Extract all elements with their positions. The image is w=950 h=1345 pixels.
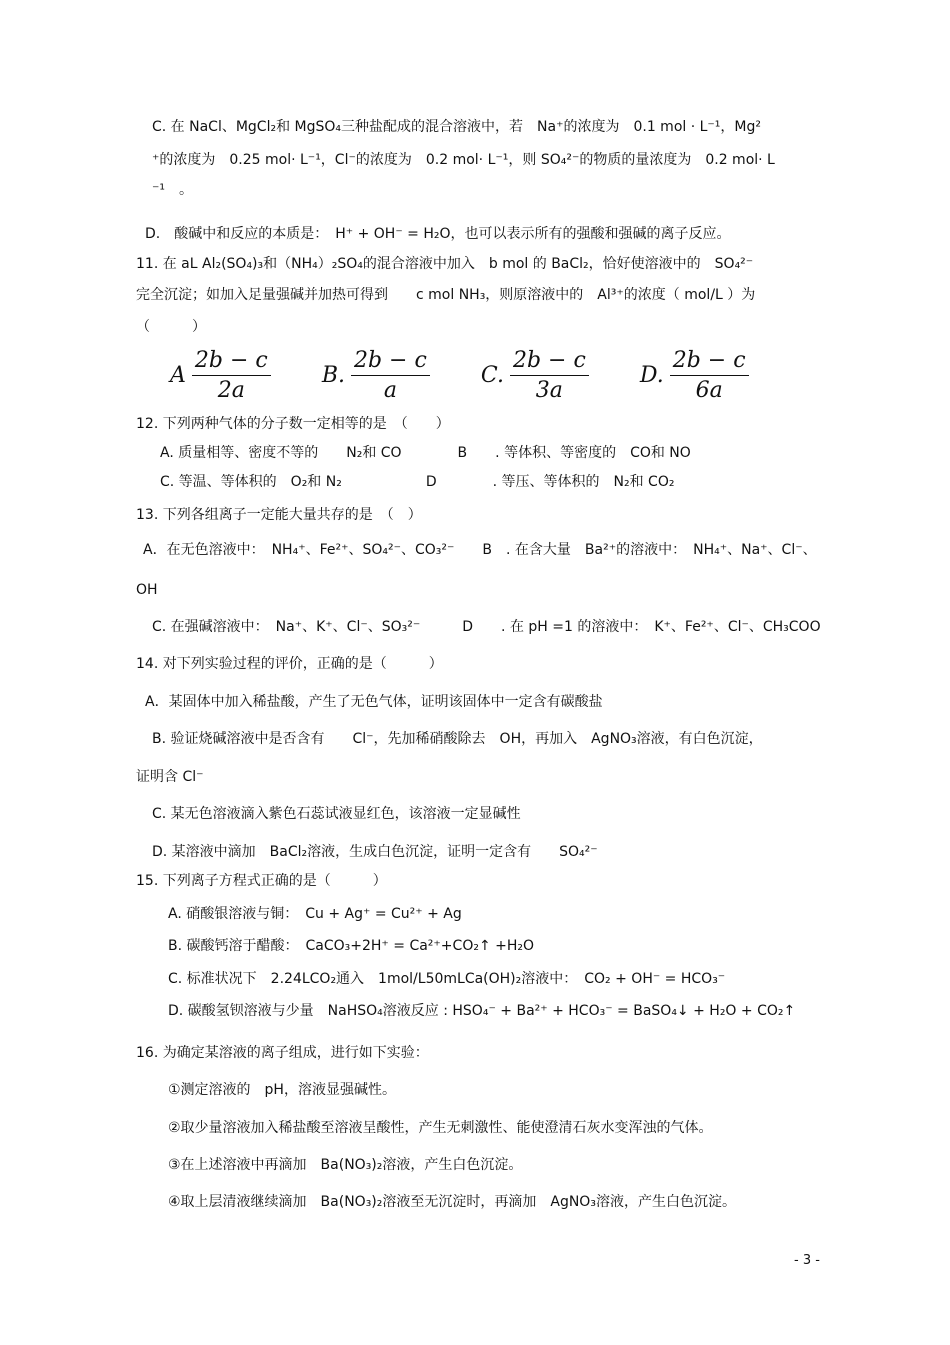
line: 完全沉淀；如加入足量强碱并加热可得到 c mol NH₃，则原溶液中的 Al³⁺的浓度（ mol/L ）为 bbox=[136, 287, 756, 303]
line: D. 碳酸氢钡溶液与少量 NaHSO₄溶液反应 : HSO₄⁻ + Ba²⁺ + HCO₃⁻ = BaSO₄↓ + H₂O + CO₂↑ bbox=[168, 1003, 796, 1019]
line: B. 验证烧碱溶液中是否含有 Cl⁻，先加稀硝酸除去 OH，再加入 AgNO₃溶液，有白色沉淀， bbox=[152, 731, 763, 747]
line: D. 酸碱中和反应的本质是： H⁺ + OH⁻ = H₂O，也可以表示所有的强酸和强碱的离子反应。 bbox=[145, 226, 731, 242]
line: A．某固体中加入稀盐酸，产生了无色气体，证明该固体中一定含有碳酸盐 bbox=[145, 694, 603, 710]
line: ⁻¹ 。 bbox=[152, 182, 194, 198]
line: ③在上述溶液中再滴加 Ba(NO₃)₂溶液，产生白色沉淀。 bbox=[168, 1157, 523, 1173]
q11-option-a[interactable]: A $\frac{2b - c}{2a}$ bbox=[170, 348, 277, 403]
line: C. 在强碱溶液中： Na⁺、K⁺、Cl⁻、SO₃²⁻ D . 在 pH =1 的溶液中： K⁺、Fe²⁺、Cl⁻、CH₃COO bbox=[152, 619, 821, 635]
q11-option-c[interactable]: C. $\frac{2b - c}{3a}$ bbox=[481, 348, 595, 403]
line: A．在无色溶液中： NH₄⁺、Fe²⁺、SO₄²⁻、CO₃²⁻ B . 在含大量 Ba²⁺的溶液中： NH₄⁺、Na⁺、Cl⁻、 bbox=[143, 542, 817, 558]
page-number: - 3 - bbox=[794, 1253, 820, 1268]
line: ⁺的浓度为 0.25 mol· L⁻¹，Cl⁻的浓度为 0.2 mol· L⁻¹，则 SO₄²⁻的物质的量浓度为 0.2 mol· L bbox=[152, 152, 775, 168]
line: B. 碳酸钙溶于醋酸： CaCO₃+2H⁺ = Ca²⁺+CO₂↑ +H₂O bbox=[168, 938, 535, 954]
line: 14. 对下列实验过程的评价，正确的是（ ） bbox=[136, 656, 443, 672]
line: C. 在 NaCl、MgCl₂和 MgSO₄三种盐配成的混合溶液中，若 Na⁺的浓度为 0.1 mol · L⁻¹，Mg² bbox=[152, 119, 761, 135]
line: A. 硝酸银溶液与铜： Cu + Ag⁺ = Cu²⁺ + Ag bbox=[168, 906, 462, 922]
line: 16. 为确定某溶液的离子组成，进行如下实验： bbox=[136, 1045, 429, 1061]
line: ②取少量溶液加入稀盐酸至溶液呈酸性，产生无刺激性、能使澄清石灰水变浑浊的气体。 bbox=[168, 1120, 713, 1136]
line: C. 某无色溶液滴入紫色石蕊试液显红色，该溶液一定显碱性 bbox=[152, 806, 521, 822]
line: A. 质量相等、密度不等的 N₂和 CO B . 等体积、等密度的 CO和 NO bbox=[160, 445, 691, 461]
line: ④取上层清液继续滴加 Ba(NO₃)₂溶液至无沉淀时，再滴加 AgNO₃溶液，产生白色沉淀。 bbox=[168, 1194, 736, 1210]
line: 12. 下列两种气体的分子数一定相等的是 （ ） bbox=[136, 416, 450, 432]
line: OH bbox=[136, 582, 158, 598]
line: 证明含 Cl⁻ bbox=[136, 769, 204, 785]
line: （ ） bbox=[136, 319, 206, 335]
line: 15. 下列离子方程式正确的是（ ） bbox=[136, 873, 387, 889]
line: 11. 在 aL Al₂(SO₄)₃和（NH₄）₂SO₄的混合溶液中加入 b mol 的 BaCl₂，恰好使溶液中的 SO₄²⁻ bbox=[136, 256, 754, 272]
line: D. 某溶液中滴加 BaCl₂溶液，生成白色沉淀，证明一定含有 SO₄²⁻ bbox=[152, 844, 598, 860]
line: C. 标准状况下 2.24LCO₂通入 1mol/L50mLCa(OH)₂溶液中： CO₂ + OH⁻ = HCO₃⁻ bbox=[168, 971, 726, 987]
q11-options bbox=[170, 348, 795, 403]
line: ①测定溶液的 pH，溶液显强碱性。 bbox=[168, 1082, 396, 1098]
line: 13. 下列各组离子一定能大量共存的是 （ ） bbox=[136, 507, 422, 523]
line: C. 等温、等体积的 O₂和 N₂ D . 等压、等体积的 N₂和 CO₂ bbox=[160, 474, 675, 490]
q11-option-b[interactable]: B. $\frac{2b - c}{a}$ bbox=[322, 348, 436, 403]
q11-option-d[interactable]: D. $\frac{2b - c}{6a}$ bbox=[640, 348, 755, 403]
